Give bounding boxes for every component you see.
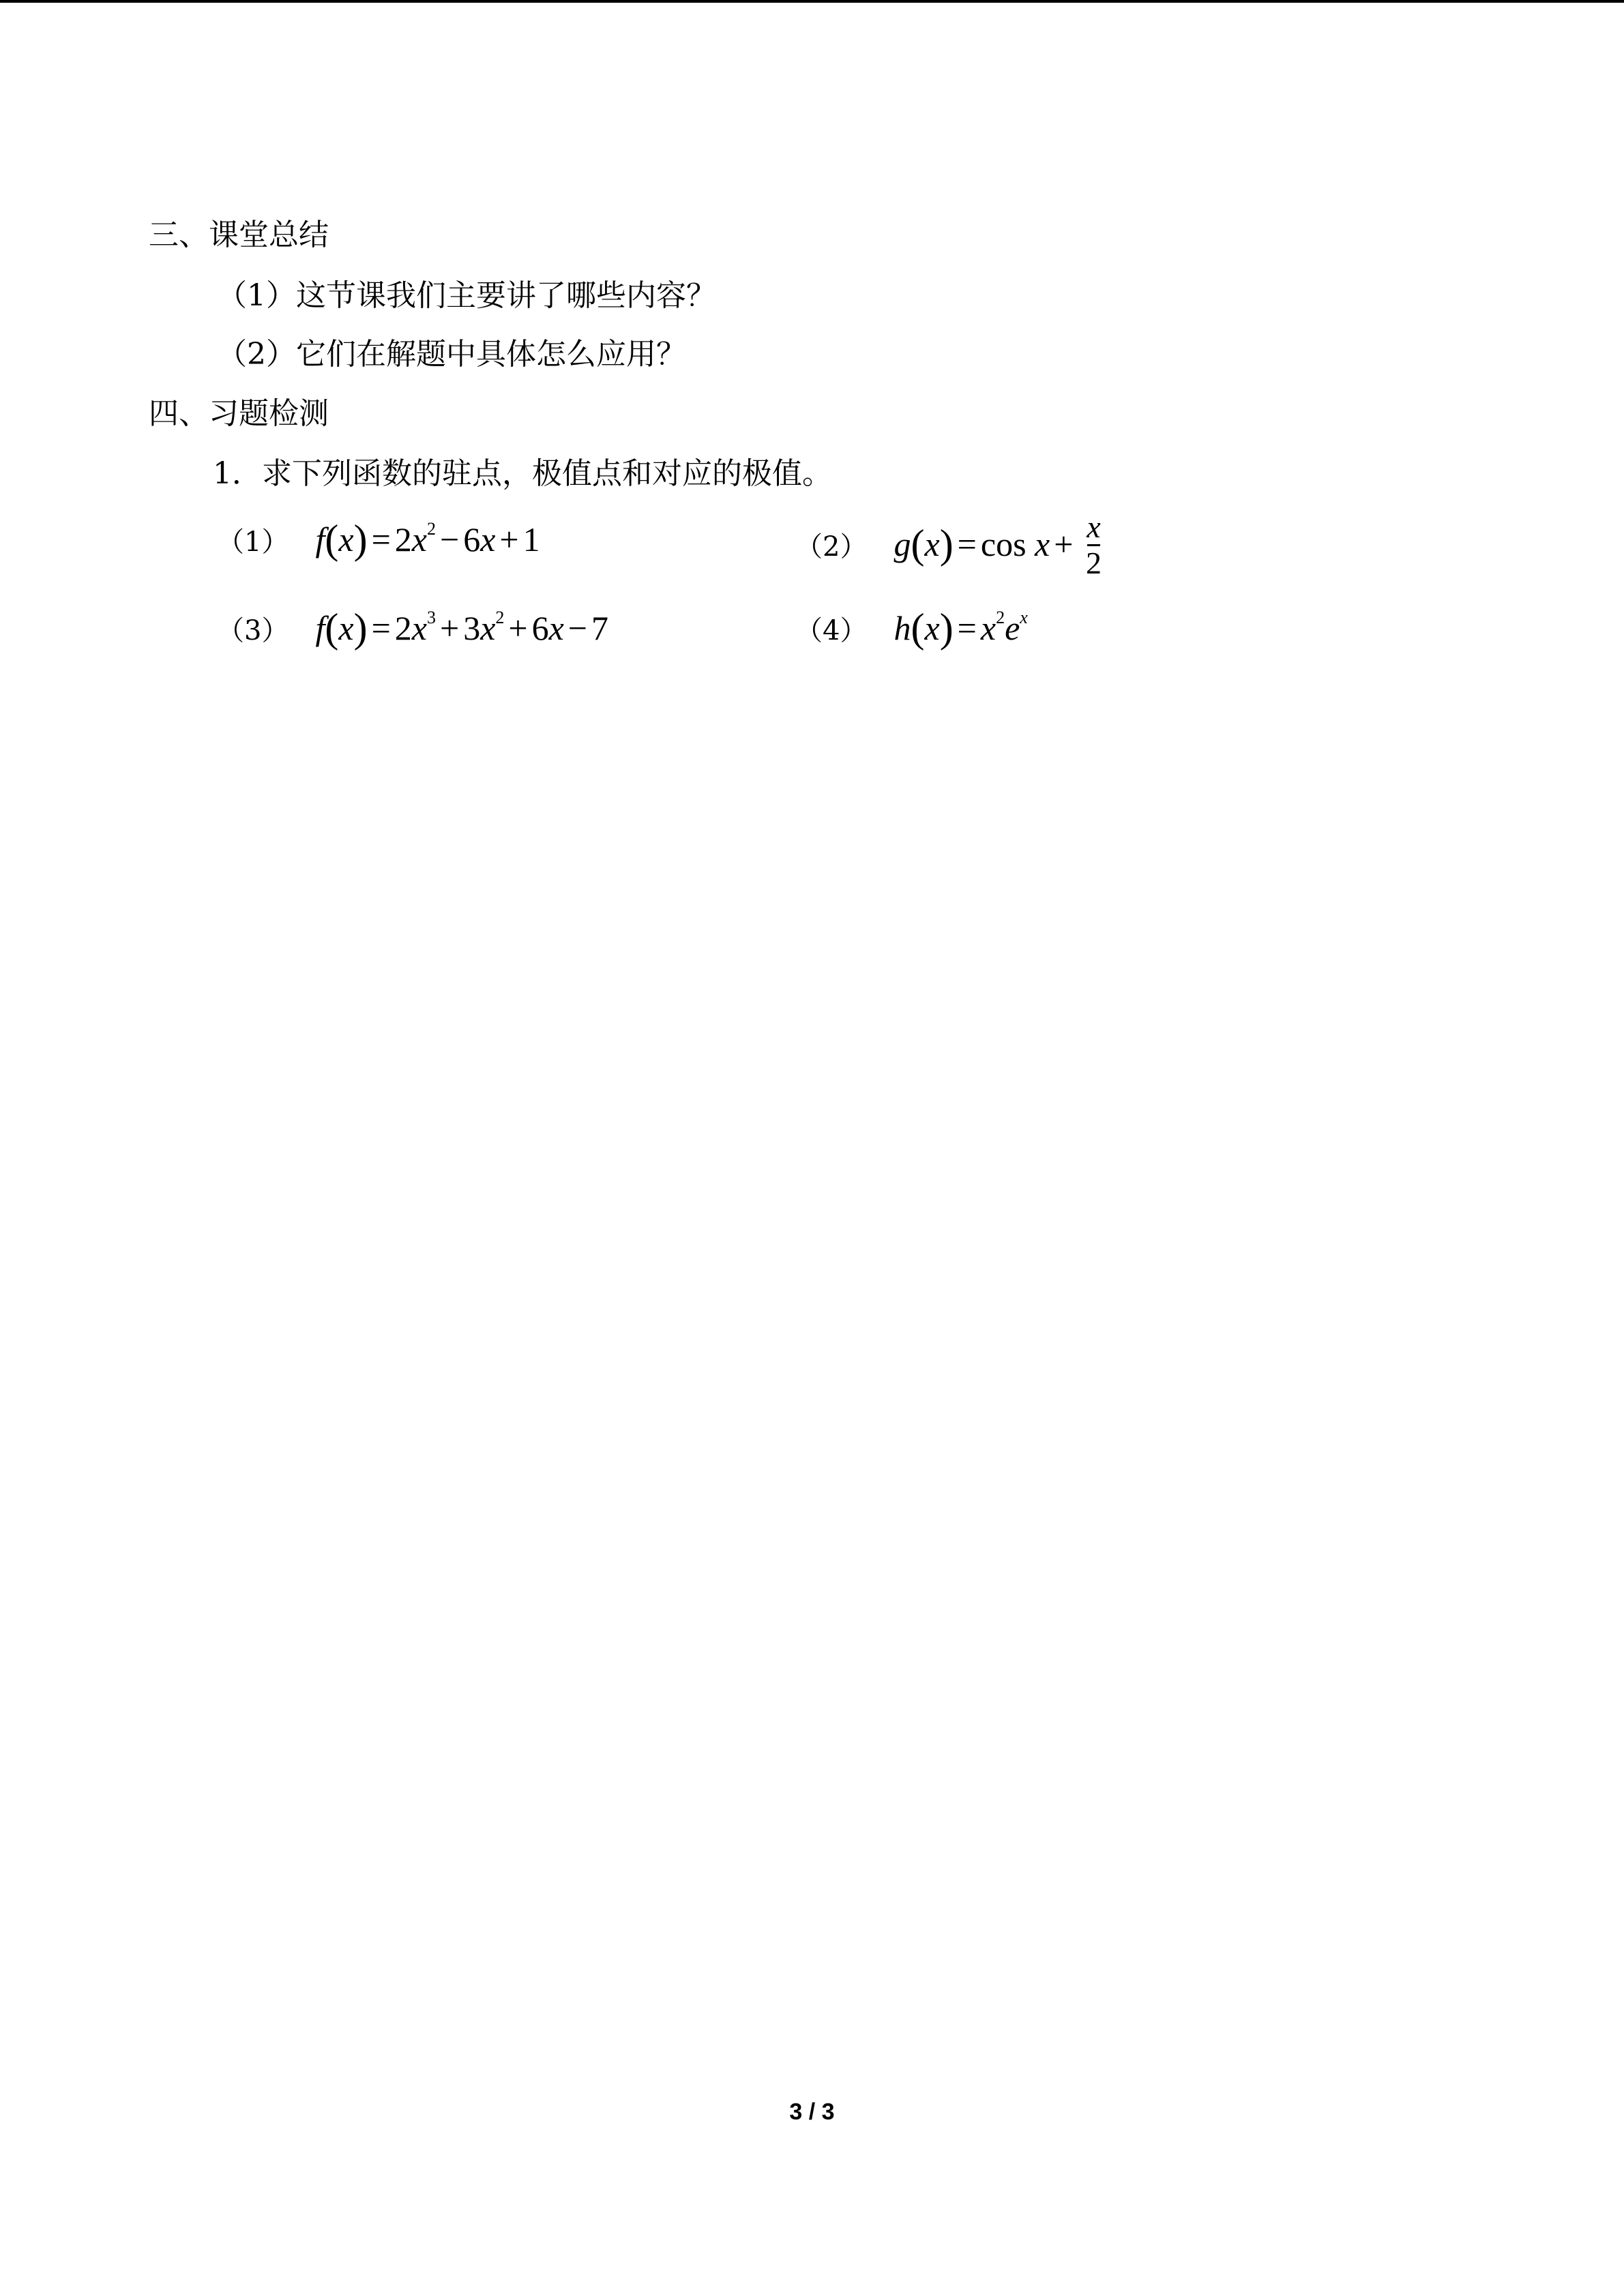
- fraction: [1086, 510, 1102, 580]
- top-border: [0, 0, 1624, 3]
- function-name: g: [894, 524, 911, 563]
- item-label: （4）: [795, 615, 868, 646]
- exercise-problem-1: 1．求下列函数的驻点，极值点和对应的极值。: [213, 456, 832, 491]
- function-name: f: [315, 520, 325, 558]
- formula-part: cos x +: [980, 524, 1074, 563]
- function-var: x: [924, 609, 940, 647]
- item-label: （1）: [217, 526, 289, 558]
- summary-question-2: （2）它们在解题中具体怎么应用？: [217, 337, 686, 372]
- summary-question-1: （1）这节课我们主要讲了哪些内容？: [217, 278, 716, 313]
- function-var: x: [338, 520, 354, 558]
- exercise-item-2: （2） g(x) = cos x + $\frac{x}{2}$: [795, 509, 1102, 580]
- section-heading-exercises: 四、习题检测: [149, 396, 329, 431]
- exercise-item-4: （4） $h(x) = x^2e^x$: [795, 606, 1028, 651]
- formula-part: $x^2e^x$: [980, 608, 1028, 647]
- exercise-item-3: （3） $f(x) = 2x^3 + 3x^2 + 6x - 7$: [217, 606, 608, 651]
- exercise-item-1: （1） $f(x) = 2x^2 - 6x + 1$: [217, 517, 540, 562]
- section-heading-summary: 三、课堂总结: [149, 218, 329, 252]
- formula-part: $2x^2 - 6x + 1$: [394, 519, 540, 558]
- item-label: （2）: [795, 531, 868, 563]
- function-name: f: [315, 609, 325, 647]
- function-name: h: [894, 609, 911, 647]
- function-var: x: [338, 609, 354, 647]
- formula-part: $2x^3 + 3x^2 + 6x - 7$: [394, 608, 608, 647]
- fraction-denominator: 2: [1085, 546, 1102, 580]
- fraction-numerator: x: [1087, 509, 1101, 544]
- function-var: x: [924, 524, 940, 563]
- item-label: （3）: [217, 615, 289, 646]
- page-number: 3 / 3: [789, 2099, 835, 2125]
